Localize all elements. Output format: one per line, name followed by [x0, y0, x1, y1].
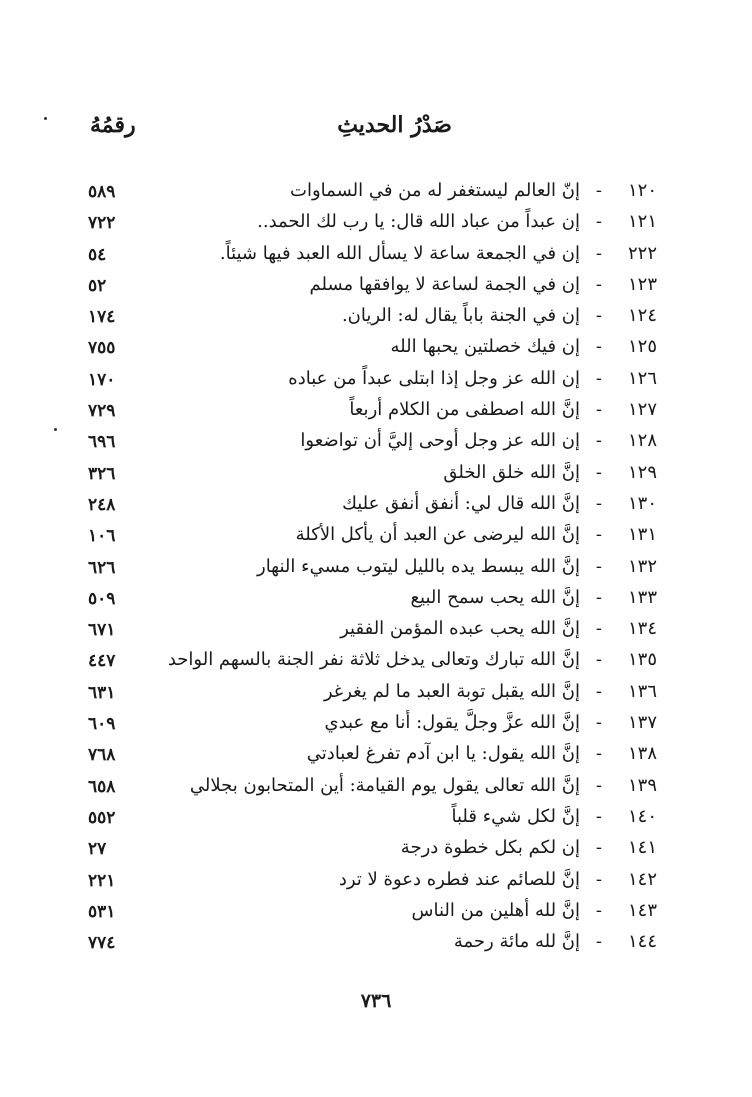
hadith-reference-number: ٥٨٩	[88, 182, 116, 202]
hadith-opening-text: إنَّ لله مائة رحمة	[453, 931, 580, 953]
hadith-opening-text: إنَّ الله يبسط يده بالليل ليتوب مسيء النهار	[257, 555, 580, 577]
hadith-opening-text: إنَّ الله عزَّ وجلَّ يقول: أنا مع عبدي	[324, 712, 580, 734]
speck-mark	[54, 428, 57, 431]
hadith-index-number: ١٤٤	[627, 931, 657, 953]
index-row	[0, 303, 752, 334]
separator-dash: -	[595, 461, 602, 483]
hadith-opening-text: إنَّ لكل شيء قلباً	[451, 805, 580, 827]
index-row	[0, 741, 752, 772]
separator-dash: -	[595, 336, 602, 358]
hadith-index-number: ١٤٢	[627, 868, 657, 890]
hadith-reference-number: ٧٢٩	[88, 401, 116, 422]
index-row	[0, 491, 752, 522]
separator-dash: -	[595, 180, 602, 201]
hadith-index-number: ١٣٥	[627, 649, 657, 671]
separator-dash: -	[595, 211, 602, 233]
hadith-reference-number: ٦٠٩	[88, 714, 116, 735]
hadith-reference-number: ٥٢	[88, 275, 107, 296]
hadith-index-number: ١٢٦	[627, 367, 657, 389]
hadith-index-number: ١٢٣	[627, 273, 657, 295]
index-row	[0, 334, 752, 365]
hadith-opening-text: إنَّ الله يحب عبده المؤمن الفقير	[340, 618, 580, 640]
separator-dash: -	[595, 805, 602, 827]
separator-dash: -	[595, 399, 602, 421]
hadith-reference-number: ١٧٤	[88, 307, 116, 328]
hadith-reference-number: ٧٥٥	[88, 338, 116, 359]
hadith-index-number: ١٤٠	[627, 805, 657, 827]
hadith-reference-number: ٥٥٢	[88, 807, 116, 828]
index-row	[0, 241, 752, 272]
separator-dash: -	[595, 305, 602, 327]
hadith-index-number: ١٢٥	[627, 336, 657, 358]
hadith-opening-text: إن لكم بكل خطوة درجة	[400, 837, 580, 859]
hadith-index-number: ١٢١	[627, 211, 657, 233]
hadith-opening-text: إنَّ الله اصطفى من الكلام أربعاً	[349, 399, 580, 421]
index-row	[0, 898, 752, 929]
hadith-opening-text: إنَّ الله تبارك وتعالى يدخل ثلاثة نفر الجنة بالسهم الواحد	[167, 649, 580, 671]
index-row	[0, 773, 752, 804]
hadith-opening-text: إنَّ الله ليرضى عن العبد أن يأكل الأكلة	[295, 524, 580, 546]
hadith-opening-text: إنَّ للصائم عند فطره دعوة لا ترد	[338, 868, 580, 890]
separator-dash: -	[595, 555, 602, 577]
hadith-index-number: ١٣٠	[627, 492, 657, 514]
index-row	[0, 209, 752, 240]
separator-dash: -	[595, 649, 602, 671]
hadith-opening-text: إن عبداً من عباد الله قال: يا رب لك الحمد..	[257, 211, 580, 233]
hadith-opening-text: إنَّ الله تعالى يقول يوم القيامة: أين المتحابون بجلالي	[189, 774, 580, 796]
speck-mark	[44, 117, 47, 120]
separator-dash: -	[595, 743, 602, 765]
separator-dash: -	[595, 367, 602, 389]
hadith-reference-number: ٤٤٧	[88, 651, 116, 672]
hadith-reference-number: ٧٧٤	[88, 933, 116, 954]
index-row	[0, 647, 752, 678]
hadith-reference-number: ١٧٠	[88, 369, 116, 390]
index-row	[0, 272, 752, 303]
separator-dash: -	[595, 618, 602, 640]
table-header	[80, 112, 672, 152]
hadith-opening-text: إنَّ الله قال لي: أنفق أنفق عليك	[342, 492, 580, 514]
hadith-opening-text: إنَّ لله أهلين من الناس	[411, 899, 580, 921]
index-row	[0, 428, 752, 459]
hadith-reference-number: ٦٩٦	[88, 432, 116, 453]
hadith-reference-number: ٢٢١	[88, 870, 116, 891]
hadith-opening-text: إن الله عز وجل أوحى إليَّ أن تواضعوا	[300, 430, 580, 452]
hadith-index-number: ١٣٧	[627, 712, 657, 734]
index-row	[0, 867, 752, 898]
hadith-index-number: ١٣٩	[627, 774, 657, 796]
separator-dash: -	[595, 430, 602, 452]
index-row	[0, 835, 752, 866]
hadith-reference-number: ٧٢٢	[88, 213, 116, 234]
separator-dash: -	[595, 837, 602, 859]
column-title-number: رقمُهُ	[90, 112, 136, 138]
hadith-reference-number: ٧٦٨	[88, 745, 116, 766]
separator-dash: -	[595, 774, 602, 796]
index-row	[0, 178, 752, 209]
hadith-index-number: ١٢٩	[627, 461, 657, 483]
index-row	[0, 804, 752, 835]
hadith-index-number: ١٢٠	[627, 180, 657, 201]
hadith-index-number: ١٢٧	[627, 399, 657, 421]
hadith-reference-number: ٦٧١	[88, 620, 116, 641]
index-row	[0, 710, 752, 741]
hadith-index-number: ١٣٨	[627, 743, 657, 765]
hadith-reference-number: ٥٤	[88, 244, 107, 265]
hadith-opening-text: إنَّ الله يقبل توبة العبد ما لم يغرغر	[323, 680, 580, 702]
hadith-opening-text: إن في الجنة باباً يقال له: الريان.	[341, 305, 580, 327]
hadith-index-number: ١٢٤	[627, 305, 657, 327]
index-list	[0, 178, 752, 960]
index-row	[0, 554, 752, 585]
hadith-index-number: ١٣٦	[627, 680, 657, 702]
hadith-reference-number: ٥٠٩	[88, 588, 116, 609]
hadith-index-number: ١٣١	[627, 524, 657, 546]
hadith-opening-text: إن في الجمة لساعة لا يوافقها مسلم	[309, 273, 580, 295]
index-row	[0, 397, 752, 428]
page-number: ٧٣٦	[360, 990, 392, 1012]
hadith-index-number: ٢٢٢	[627, 242, 657, 264]
hadith-index-number: ١٤٣	[627, 899, 657, 921]
hadith-reference-number: ٦٣١	[88, 682, 116, 703]
hadith-opening-text: إنَّ الله يحب سمح البيع	[410, 586, 580, 608]
separator-dash: -	[595, 242, 602, 264]
index-row	[0, 460, 752, 491]
hadith-reference-number: ٦٢٦	[88, 557, 116, 578]
hadith-opening-text: إنّ العالم ليستغفر له من في السماوات	[290, 180, 580, 201]
hadith-reference-number: ٢٤٨	[88, 494, 116, 515]
hadith-opening-text: إن الله عز وجل إذا ابتلى عبداً من عباده	[288, 367, 580, 389]
separator-dash: -	[595, 868, 602, 890]
separator-dash: -	[595, 524, 602, 546]
separator-dash: -	[595, 586, 602, 608]
index-row	[0, 679, 752, 710]
hadith-index-number: ١٣٣	[627, 586, 657, 608]
hadith-index-number: ١٤١	[627, 837, 657, 859]
index-row	[0, 616, 752, 647]
separator-dash: -	[595, 712, 602, 734]
hadith-opening-text: إن فيك خصلتين يحبها الله	[390, 336, 580, 358]
separator-dash: -	[595, 899, 602, 921]
hadith-reference-number: ٢٧	[88, 839, 107, 860]
index-row	[0, 585, 752, 616]
hadith-reference-number: ٦٥٨	[88, 776, 116, 797]
hadith-index-number: ١٣٤	[627, 618, 657, 640]
hadith-reference-number: ٣٢٦	[88, 463, 116, 484]
hadith-reference-number: ٥٣١	[88, 901, 116, 922]
index-row	[0, 522, 752, 553]
hadith-index-number: ١٢٨	[627, 430, 657, 452]
index-row	[0, 929, 752, 960]
hadith-index-number: ١٣٢	[627, 555, 657, 577]
separator-dash: -	[595, 931, 602, 953]
index-row	[0, 366, 752, 397]
column-title-hadith-start: صَدْرُ الحديثِ	[337, 112, 452, 138]
separator-dash: -	[595, 492, 602, 514]
separator-dash: -	[595, 273, 602, 295]
hadith-opening-text: إن في الجمعة ساعة لا يسأل الله العبد فيها شيئاً.	[219, 242, 580, 264]
separator-dash: -	[595, 680, 602, 702]
hadith-opening-text: إنَّ الله خلق الخلق	[443, 461, 580, 483]
hadith-reference-number: ١٠٦	[88, 526, 116, 547]
hadith-opening-text: إنَّ الله يقول: يا ابن آدم تفرغ لعبادتي	[306, 743, 580, 765]
